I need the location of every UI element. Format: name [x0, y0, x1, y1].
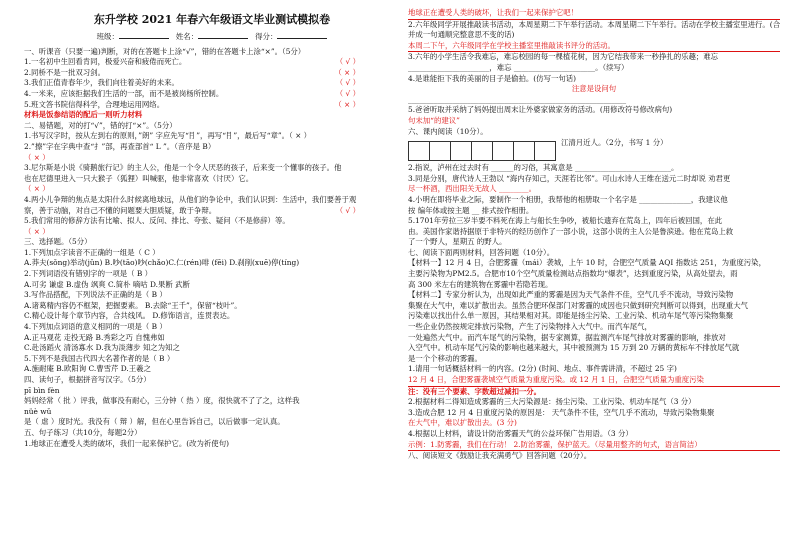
right-line: 12 月 4 日，合肥雾霾袭城空气质量为重度污染。或 12 月 1 日，合肥空气质量为重度污染 — [408, 375, 780, 387]
char-box[interactable] — [534, 141, 556, 161]
answer-mark: （ √ ） — [335, 88, 360, 98]
poem-answer-boxes — [408, 137, 780, 163]
student-info — [24, 30, 400, 43]
left-line: 一、听课音（只要一遍)判断，对的在答题卡上涂“√”，错的在答题卡上涂“×”。（5分） — [24, 46, 306, 56]
right-line: 六、课内阅读（10分）。 — [408, 126, 488, 136]
left-line: 5.班文答书院信得科学，合理地运用网络。 （ × ） — [24, 99, 360, 109]
left-line: 1.地球正在遭受人类的破坏，我们一起来保护它。(改为祈使句) — [24, 438, 229, 448]
left-line: A.莽夫(sǒng)举动(jǔn) B.吵(tāo)吵(chǎo)C.仁(rén)啡 (fēi) D.刹削(xuē)停(tíng) — [24, 258, 300, 268]
right-line: 3.造成合肥 12 月 4 日重度污染的原因是： 天气条件不佳，空气几乎不流动，导致污染物集聚 — [408, 407, 715, 417]
right-line: 按 编年体或按主题 __ 排式按作相册。 — [408, 205, 534, 215]
right-line: 1.请用一句话概括材料一的内容。(2分) (时间、地点、事件需讲清，不超过 25 字) — [408, 364, 677, 374]
right-line: 2.六年级同学开展推敲读书活动，本周星期二下午举行活动。本周星期二下午举行。活动在学校主播室里进行。(合 — [408, 19, 780, 29]
left-line: （ × ） — [24, 226, 50, 236]
left-line: 1.下列加点字读音不正确的一组是（ C ） — [24, 247, 160, 257]
answer-mark: （ × ） — [334, 99, 360, 109]
right-line: 集聚在大气中，难以扩散出去。虽然合肥环保部门对雾霾的成因也只做到研究判断可以得到，出现重大气 — [408, 300, 748, 310]
right-line: 入空气中。机动车尾气污染的影响也越来越大，其中被预测为 15 万到 20 万辆的黄标车不排放尾气就 — [408, 343, 740, 353]
char-box[interactable] — [450, 141, 472, 161]
right-line: 注：没有三个要素、字数超过减扣一分。 — [408, 386, 542, 396]
left-line: A.正马观花 走投无路 B.秀彩之巧 自愧弗如 — [24, 332, 165, 342]
right-line: 示例：1.防雾霾，我们在行动！ 2.防治雾霾，保护蓝天。（尽量用整齐的句式，语言简洁） — [408, 440, 780, 452]
left-line: 是（ 虐 ）度时光。我没有（ 辩 ）解，但在心里告诉自己，以后做事一定认真。 — [24, 417, 285, 427]
left-line: 材料是饭参结语的配后一则听力材料 — [24, 110, 143, 120]
right-column — [408, 8, 780, 462]
left-line: 3.我们正值青春年少，我们向往着美好的未来。 （ √ ） — [24, 78, 360, 88]
right-line: 并成一句通顺完整意思不变的话) — [408, 30, 515, 40]
right-line: 【材料二】专家分析认为，出现如此严重的雾霾是因为天气条件不佳，空气几乎不流动，导致污染物 — [408, 290, 734, 300]
right-line: 5.1701年劳拉三岁半要不料死在海上与船长生争吵，被船长遗弃在荒岛上，四年后被回国，在此 — [408, 216, 723, 226]
left-line: 4.一米来，应该拒据我们生活的一部，而不是被岗杨所控制。 （ √ ） — [24, 88, 360, 98]
answer-mark: （ √ ） — [335, 57, 360, 67]
answer-mark: （ × ） — [334, 67, 360, 77]
right-line: 4.是谁能拒下我的美丽的目子是偷拍。(仿写一句话) — [408, 73, 577, 83]
char-box[interactable] — [429, 141, 451, 161]
left-line: 五、句子练习（共10分，每题2分） — [24, 427, 142, 437]
left-line: 也在尼德里进入一只大猴子（狐狸）叫喊驱，他非常喜欢（讨厌）它。 — [24, 173, 254, 183]
right-line: 3.六年的小学生活令我难忘，难忘校园的每一棵植花树，因为它结我带来一秒挣扎的乐趣；难忘 — [408, 52, 719, 62]
right-line: 了一个野人，星期五 的野人。 — [408, 237, 507, 247]
answer-mark: （ √ ） — [335, 205, 360, 215]
name-label: 姓名： — [175, 32, 199, 41]
page-title: 东升学校 2021 年春六年级语文毕业测试模拟卷 — [93, 13, 331, 26]
right-line: ______________________，难忘 ______________________。（续写） — [408, 62, 629, 72]
char-box[interactable] — [471, 141, 493, 161]
left-line: 妈妈经常（ 批 ）评我，做事没有耐心，三分钟（ 热 ）度，很快就不了了之，这样我 — [24, 396, 300, 406]
left-line: 5.我们常用的修辞方法有比喻、拟人、反问、排比、夸张、疑问（不是修辞）等。 — [24, 216, 290, 226]
left-line: 5.下列不是我国古代四大名著作者的是（ B ） — [24, 353, 175, 363]
left-line: 3.写作品搭配，下列说法不正确的是（ B ） — [24, 290, 167, 300]
answer-mark: （ √ ） — [335, 78, 360, 88]
left-line: 4.下列加点词语的意义相同的一项是（ B ） — [24, 322, 167, 332]
left-line: A.诸葛精内容仍不框架，把握要素。 B.去除“王千”，保留“枝叶”。 — [24, 300, 242, 310]
left-line: A.施耐庵 B.欧阳询 C.曹雪芹 D.王羲之 — [24, 364, 151, 374]
right-line: ___________________________________________________________ — [408, 94, 627, 104]
right-line: 地球正在遭受人类的破坏，让我们一起来保护它吧！ — [408, 8, 780, 20]
right-line: 是一个个移动的雾霾。 — [408, 353, 482, 363]
class-field[interactable] — [119, 30, 169, 39]
left-line: 1.一名初中生回看肯同，极爱兴奋和疲倦而死亡。 （ √ ） — [24, 57, 360, 67]
right-line: 本周二下午，六年级同学在学校主播室里推敲读书评分的活动。 — [408, 41, 780, 53]
left-line: 3.尼尔斯是小说《骑鹅旅行记》的主人公，他是一个令人厌恶的孩子，后来变一个懂事的孩子。他 — [24, 163, 342, 173]
score-field[interactable] — [277, 30, 327, 39]
right-line: 3.同是分别，唐代诗人王勃以 “海内存知己，天涯若比邻”。可山水诗人王维在送元二时却说 劝君更 — [408, 173, 731, 183]
left-line: C.精心设计每个章节内容，合共线风。 D.修饰语言，连贯表达。 — [24, 311, 235, 321]
right-line: 由。美国作家谐持据原于非特兴的经历创作了一部小说，这部小说的主人公是鲁滨逊。他在荒岛上救 — [408, 226, 734, 236]
left-line: 1.书写汉字时，按从左到右的原则，”朗” 字应先写“⺝”，再写“⺝”，最后写“章”。（ × ） — [24, 131, 312, 141]
right-line: 污染难以找出什么单一原因，其结果相对其。即能是扬尘污染、工业污染、机动车尾气等污染物集聚 — [408, 311, 734, 321]
score-label: 得分： — [255, 32, 278, 41]
right-questions — [408, 8, 780, 462]
right-line: 七、阅读下面两则材料，回答问题（10分）。 — [408, 247, 555, 257]
right-line: 在大气中，难以扩散出去。(3 分) — [408, 418, 517, 428]
right-line: 2.根据材料二得知造成雾霾的三大污染源是：扬尘污染、工业污染、机动车尾气（3 分） — [408, 397, 696, 407]
right-line: 5.爸爸听取并采纳了妈妈提出周末让外婆家做家务的活动。(用修改符号修改病句) — [408, 105, 673, 115]
right-line: 句末加“的建议” — [408, 115, 460, 125]
right-line: 2.指说，泸州在过去时有 ______的习俗，其寓意是 __________________________。 — [408, 163, 679, 173]
right-line: 一些企业仍然按规定排放污染物，产生了污染物排入大气中。而汽车尾气， — [408, 322, 652, 332]
left-line: nüè wǔ — [24, 406, 52, 416]
left-line: 四、读句子，根据拼音写汉字。（5分） — [24, 375, 151, 384]
right-line: 主要污染物为PM2.5。合肥市10个空气质量检测站点指数均“爆表”，达到重度污染，从高处望去，雨 — [408, 269, 738, 279]
right-line: 一处遍然大气中。而汽车尾气的污染物，据专家测算，据监测汽车尾气排放对雾霾的影响，排放对 — [408, 332, 726, 342]
left-line: 三、选择题。（5分） — [24, 237, 92, 247]
left-line: 2.下列词语没有错别字的一项是（ B ） — [24, 269, 153, 279]
class-label: 班级： — [96, 32, 119, 41]
left-line: 2.”擦”字在字典中查“扌”部，再查部首“ L ”。（音序是 B） — [24, 141, 216, 151]
name-field[interactable] — [198, 30, 248, 39]
left-line: pī bìn fèn — [24, 385, 60, 395]
left-questions — [24, 47, 400, 450]
left-line: （ × ） — [24, 152, 50, 162]
right-line: 高 300 米左右的建筑物在雾霾中若隐若现。 — [408, 279, 553, 289]
left-line: A.可劣 谦虚 B.虚伪 飒爽 C.简朴 嘀咕 D.果断 武断 — [24, 279, 190, 289]
right-line: 【材料一】12 月 4 日，合肥雾霾（mái）袭城，上午 10 时，合肥空气质量 AQI 指数达 251，为重度污染， — [408, 258, 766, 268]
poem-line: 江清月近人。（2分，书写 1 分） — [561, 138, 668, 148]
char-box[interactable] — [513, 141, 535, 161]
char-box[interactable] — [492, 141, 514, 161]
left-line: （ × ） — [24, 184, 50, 194]
left-line: 察，善于动脑，对自己不懂的问题要大胆质疑，敢于争辩。 （ √ ） — [24, 205, 360, 215]
left-column — [24, 12, 400, 449]
right-line: 八、阅读短文《鼓励让我充满勇气》回答问题（20分）。 — [408, 451, 592, 461]
right-line: 4.根据以上材料，请设计防治雾霾天气的公益环保广告用语。（3 分） — [408, 428, 633, 438]
right-line: 注意是设问句 — [571, 84, 617, 94]
right-line: 尽一杯酒，西出阳关无故人 ________。 — [408, 184, 536, 194]
left-line: 二、易错题，对的打“√”，错的打“×”。（5分） — [24, 120, 177, 130]
left-line: 4.两小儿争辩的焦点是太阳什么时候离地球远，从他们的争论中，我们认识到：生活中，我们要善于观 — [24, 194, 357, 204]
left-line: 2.同桥不是一批双习剑。 （ × ） — [24, 67, 360, 77]
char-box[interactable] — [408, 141, 430, 161]
right-line: 4.小明在即将毕业之际，要制作一个相册，我帮他的相册取一个名字是 ______________，我建议他 — [408, 194, 728, 204]
left-line: C.赴汤蹈火 清汤寡水 D.我为淡薄步 知之为知之 — [24, 343, 180, 353]
